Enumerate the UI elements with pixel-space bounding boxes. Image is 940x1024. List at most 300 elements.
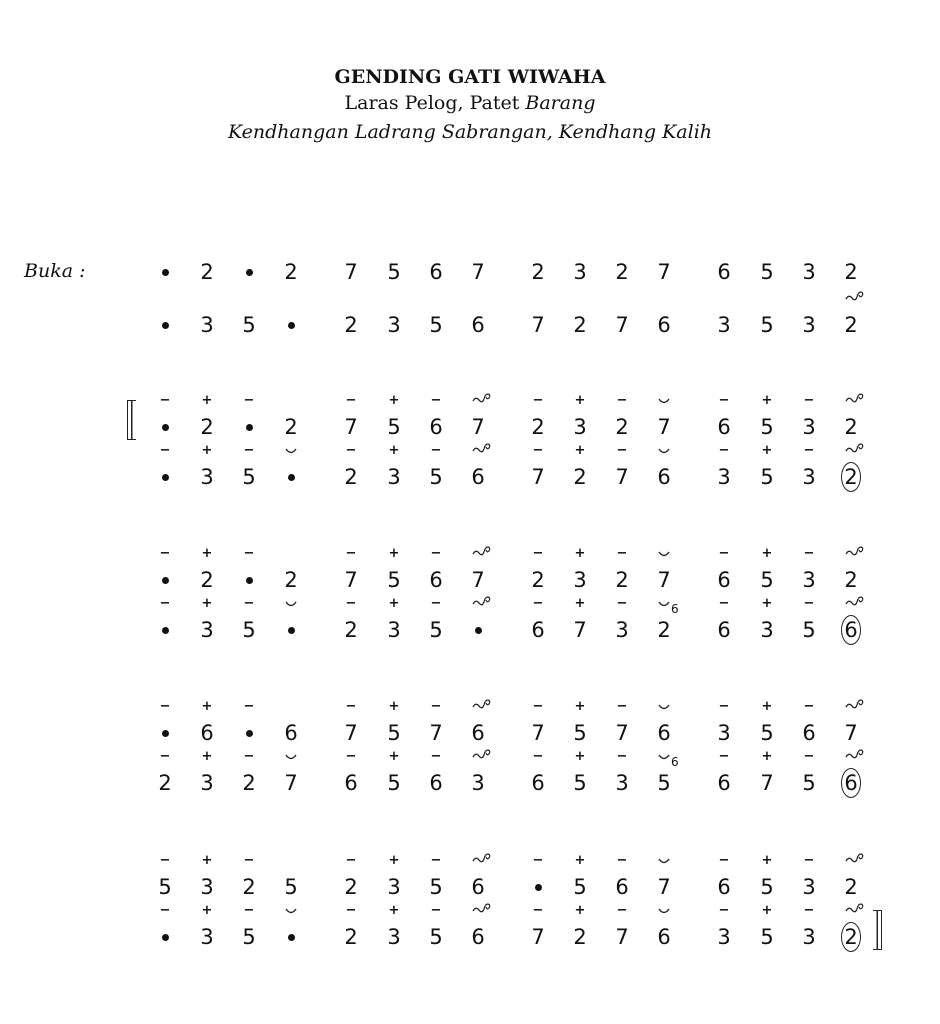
kempyang-mark: − [430,699,442,714]
note-value: 3 [200,465,214,489]
note-value: 7 [531,465,545,489]
kempyang-mark: − [616,443,628,458]
note-cell [649,414,679,440]
kempyang-mark: − [159,546,171,561]
note-value: 5 [242,465,256,489]
note-cell [794,546,824,593]
kempyang-mark: − [616,903,628,918]
note-value: 5 [387,721,401,745]
note-value: 2 [284,260,298,284]
note-value: 6 [844,771,858,795]
buka-label: Buka : [24,260,86,282]
note-cell [794,393,824,440]
note-cell [523,546,553,593]
note-value: 5 [429,618,443,642]
kempyang-mark: − [345,903,357,918]
note-cell [836,259,866,285]
note-value: 7 [573,618,587,642]
note-value: 6 [471,313,485,337]
note-cell [150,312,180,338]
note-value: 7 [531,721,545,745]
ketuk-mark: + [388,546,400,561]
note-cell [565,546,595,593]
note-value: 2 [657,618,671,642]
note-cell [523,259,553,285]
ketuk-mark: + [761,903,773,918]
ketuk-mark: + [388,853,400,868]
note-cell [379,596,409,643]
note-value: 2 [844,415,858,439]
note-cell [649,464,679,490]
kenong-icon [276,906,306,920]
rest-dot-icon [162,424,169,431]
notation-line [0,443,940,494]
kempyang-mark: − [159,903,171,918]
note-value: 6 [657,465,671,489]
kempyang-mark: − [803,546,815,561]
ketuk-mark: + [761,853,773,868]
note-value: 7 [657,415,671,439]
note-value: 5 [429,925,443,949]
note-cell [523,596,553,643]
gong-icon [467,902,497,920]
note-value: 6 [657,721,671,745]
note-value: 7 [429,721,443,745]
kempyang-mark: − [718,749,730,764]
notation-line [0,546,940,597]
note-cell [276,464,306,490]
gong-circle-icon [841,462,861,492]
note-value: 3 [200,313,214,337]
note-cell [234,393,264,440]
gong-icon [840,902,870,920]
note-value: 2 [200,568,214,592]
note-cell [463,924,493,950]
note-value: 7 [471,260,485,284]
note-cell [234,699,264,746]
ketuk-mark: + [201,443,213,458]
note-value: 3 [802,875,816,899]
note-cell [523,443,553,490]
kenong-icon [276,446,306,460]
note-value: 2 [844,925,858,949]
note-cell [709,853,739,900]
note-cell [709,596,739,643]
note-value: 2 [615,568,629,592]
note-cell [752,443,782,490]
note-cell [607,853,637,900]
kempyang-mark: − [243,443,255,458]
note-value: 3 [200,618,214,642]
note-value: 5 [387,568,401,592]
note-value: 5 [573,875,587,899]
note-value: 5 [242,925,256,949]
note-cell [463,874,493,900]
note-cell [192,699,222,746]
note-value: 3 [200,925,214,949]
ketuk-mark: + [574,443,586,458]
note-value: 7 [344,721,358,745]
notation-line [0,699,940,750]
kempyang-mark: − [345,443,357,458]
ketuk-mark: + [761,596,773,611]
laras-patet [0,92,940,114]
kempyang-mark: − [532,699,544,714]
ketuk-mark: + [388,699,400,714]
note-value: 6 [717,415,731,439]
note-value: 2 [242,875,256,899]
note-value: 7 [531,925,545,949]
kempyang-mark: − [159,699,171,714]
gong-icon [467,595,497,613]
note-cell [234,546,264,593]
note-cell [794,853,824,900]
note-cell [150,749,180,796]
note-cell [752,312,782,338]
note-cell [523,903,553,950]
ketuk-mark: + [761,393,773,408]
note-cell [276,874,306,900]
note-value: 6 [471,465,485,489]
note-value: 2 [844,313,858,337]
rest-dot-icon [162,730,169,737]
kempyang-mark: − [616,749,628,764]
notation-line [0,596,940,647]
note-cell [234,312,264,338]
note-cell [607,546,637,593]
note-value: 7 [284,771,298,795]
kempyang-mark: − [803,596,815,611]
note-value: 6 [531,771,545,795]
gong-icon [840,595,870,613]
kempyang-mark: − [243,699,255,714]
note-cell [421,312,451,338]
note-cell [752,259,782,285]
note-value: 3 [615,771,629,795]
note-cell [379,312,409,338]
note-value: 7 [657,568,671,592]
note-cell [752,546,782,593]
note-cell [836,312,866,338]
note-cell [607,259,637,285]
note-cell [379,393,409,440]
kempyang-mark: − [532,546,544,561]
notation-line [0,903,940,954]
note-value: 7 [844,721,858,745]
note-value: 2 [844,260,858,284]
note-value: 5 [760,415,774,439]
note-value: 3 [802,313,816,337]
note-cell [649,755,679,796]
note-cell [565,393,595,440]
note-cell [192,393,222,440]
note-value: 6 [471,721,485,745]
gong-icon [467,392,497,410]
ketuk-mark: + [761,699,773,714]
note-cell [150,546,180,593]
kempyang-mark: − [345,546,357,561]
kempyang-mark: − [345,596,357,611]
note-value: 2 [200,260,214,284]
note-cell [192,596,222,643]
gong-icon [467,852,497,870]
kempyang-mark: − [345,749,357,764]
notation-line [0,393,940,444]
note-cell [276,567,306,593]
note-cell [836,567,866,593]
ketuk-mark: + [388,749,400,764]
note-cell [192,443,222,490]
note-value: 6 [844,618,858,642]
note-value: 6 [717,568,731,592]
note-value: 2 [284,415,298,439]
note-cell [565,259,595,285]
note-cell [336,312,366,338]
notation-line [0,312,940,342]
note-cell [607,699,637,746]
note-cell [836,414,866,440]
kempyang-mark: − [532,596,544,611]
note-value: 6 [657,925,671,949]
kempyang-mark: − [243,546,255,561]
ketuk-mark: + [201,749,213,764]
kempyang-mark: − [532,393,544,408]
note-cell [649,720,679,746]
note-cell [649,567,679,593]
note-cell [565,853,595,900]
note-cell [752,853,782,900]
note-cell [463,617,493,643]
note-cell [234,596,264,643]
note-value: 7 [615,313,629,337]
note-cell [565,596,595,643]
note-value: 3 [387,465,401,489]
note-cell [276,414,306,440]
kempyang-mark: − [243,853,255,868]
note-cell [752,749,782,796]
ketuk-mark: + [574,699,586,714]
note-value: 7 [531,313,545,337]
note-cell [150,699,180,746]
note-value: 7 [344,260,358,284]
note-cell [276,924,306,950]
rest-dot-icon [475,627,482,634]
note-cell [607,749,637,796]
note-value: 5 [242,313,256,337]
note-value: 2 [242,771,256,795]
note-value: 3 [615,618,629,642]
note-value: 3 [717,313,731,337]
note-value: 6 [717,771,731,795]
kempyang-mark: − [616,699,628,714]
note-cell [607,443,637,490]
note-value: 3 [387,618,401,642]
rest-dot-icon [246,424,253,431]
note-value: 3 [802,465,816,489]
note-cell [336,443,366,490]
note-cell [276,259,306,285]
note-cell [649,924,679,950]
kempyang-mark: − [803,443,815,458]
note-cell [150,259,180,285]
gong-icon [467,698,497,716]
note-cell [421,596,451,643]
rest-dot-icon [162,627,169,634]
note-cell [379,259,409,285]
note-cell [234,259,264,285]
note-value: 6 [531,618,545,642]
kenong-icon [649,906,679,920]
note-value: 5 [158,875,172,899]
gong-icon [840,442,870,460]
kempyang-mark: − [532,443,544,458]
kenong-icon [649,856,679,870]
note-value: 5 [429,465,443,489]
note-cell [463,567,493,593]
note-value: 6 [615,875,629,899]
note-value: 7 [657,875,671,899]
ketuk-mark: + [574,853,586,868]
kempyang-mark: − [430,443,442,458]
kenong-icon [276,752,306,766]
note-cell [421,853,451,900]
gong-icon [467,748,497,766]
note-cell [607,393,637,440]
note-value: 6 [717,618,731,642]
rest-dot-icon [288,627,295,634]
kenong-icon [649,396,679,410]
kempyang-mark: − [345,853,357,868]
note-cell [276,720,306,746]
note-value: 5 [760,721,774,745]
kempyang-mark: − [616,596,628,611]
ketuk-mark: + [574,903,586,918]
note-cell [523,853,553,900]
kempyang-mark: − [430,853,442,868]
note-cell [607,312,637,338]
gong-icon [467,442,497,460]
note-cell [421,546,451,593]
note-cell [463,720,493,746]
note-value: 6 [717,875,731,899]
notation-line [0,853,940,904]
note-cell [192,546,222,593]
gong-circle-icon [841,768,861,798]
note-value: 2 [200,415,214,439]
kempyang-mark: − [430,546,442,561]
ketuk-mark: + [201,699,213,714]
note-value: 6 [429,415,443,439]
note-cell [752,596,782,643]
kempyang-mark: − [532,903,544,918]
note-value: 3 [717,721,731,745]
note-cell [565,699,595,746]
note-value: 5 [657,771,671,795]
ketuk-mark: + [201,903,213,918]
note-value: 3 [717,925,731,949]
note-cell [192,853,222,900]
gong-icon [840,748,870,766]
note-value: 3 [573,260,587,284]
note-cell [463,770,493,796]
note-value: 2 [844,875,858,899]
note-value: 2 [573,465,587,489]
note-cell [150,853,180,900]
gong-circle-icon [841,615,861,645]
gong-icon [840,852,870,870]
note-cell [421,259,451,285]
note-cell [336,259,366,285]
ketuk-mark: + [201,853,213,868]
note-value: 2 [531,568,545,592]
kempyang-mark: − [430,749,442,764]
notation-line [0,259,940,289]
note-cell [463,464,493,490]
note-value: 5 [760,568,774,592]
gong-icon [840,545,870,563]
note-cell [794,312,824,338]
note-cell [234,903,264,950]
rest-dot-icon [246,730,253,737]
gong-icon [840,698,870,716]
kempyang-mark: − [159,596,171,611]
kenong-icon [276,599,306,613]
note-value: 3 [200,771,214,795]
kempyang-mark: − [616,853,628,868]
ketuk-mark: + [388,596,400,611]
kempyang-mark: − [430,393,442,408]
kempyang-mark: − [532,853,544,868]
rest-dot-icon [288,322,295,329]
note-value: 7 [471,568,485,592]
ketuk-mark: + [388,903,400,918]
rest-dot-icon [162,474,169,481]
note-value: 5 [429,313,443,337]
note-cell [709,393,739,440]
gong-circle-icon [841,922,861,952]
gong-icon [840,290,870,308]
note-cell [649,874,679,900]
note-cell [709,443,739,490]
ketuk-mark: + [201,546,213,561]
note-cell [336,393,366,440]
note-value: 6 [471,875,485,899]
kempyang-mark: − [159,853,171,868]
note-value: 5 [242,618,256,642]
rest-dot-icon [288,934,295,941]
note-value: 6 [429,260,443,284]
kenong-pitch: 6 [671,602,679,616]
note-cell [523,749,553,796]
note-value: 7 [344,415,358,439]
note-cell [379,749,409,796]
note-value: 5 [802,618,816,642]
note-value: 6 [344,771,358,795]
note-value: 7 [615,465,629,489]
kenong-pitch: 6 [671,755,679,769]
note-cell [276,770,306,796]
note-value: 3 [387,875,401,899]
note-value: 3 [717,465,731,489]
ketuk-mark: + [201,393,213,408]
note-cell [336,699,366,746]
note-cell [150,903,180,950]
kempyang-mark: − [243,749,255,764]
note-value: 3 [200,875,214,899]
note-value: 5 [760,465,774,489]
note-cell [523,312,553,338]
kempyang-mark: − [616,546,628,561]
